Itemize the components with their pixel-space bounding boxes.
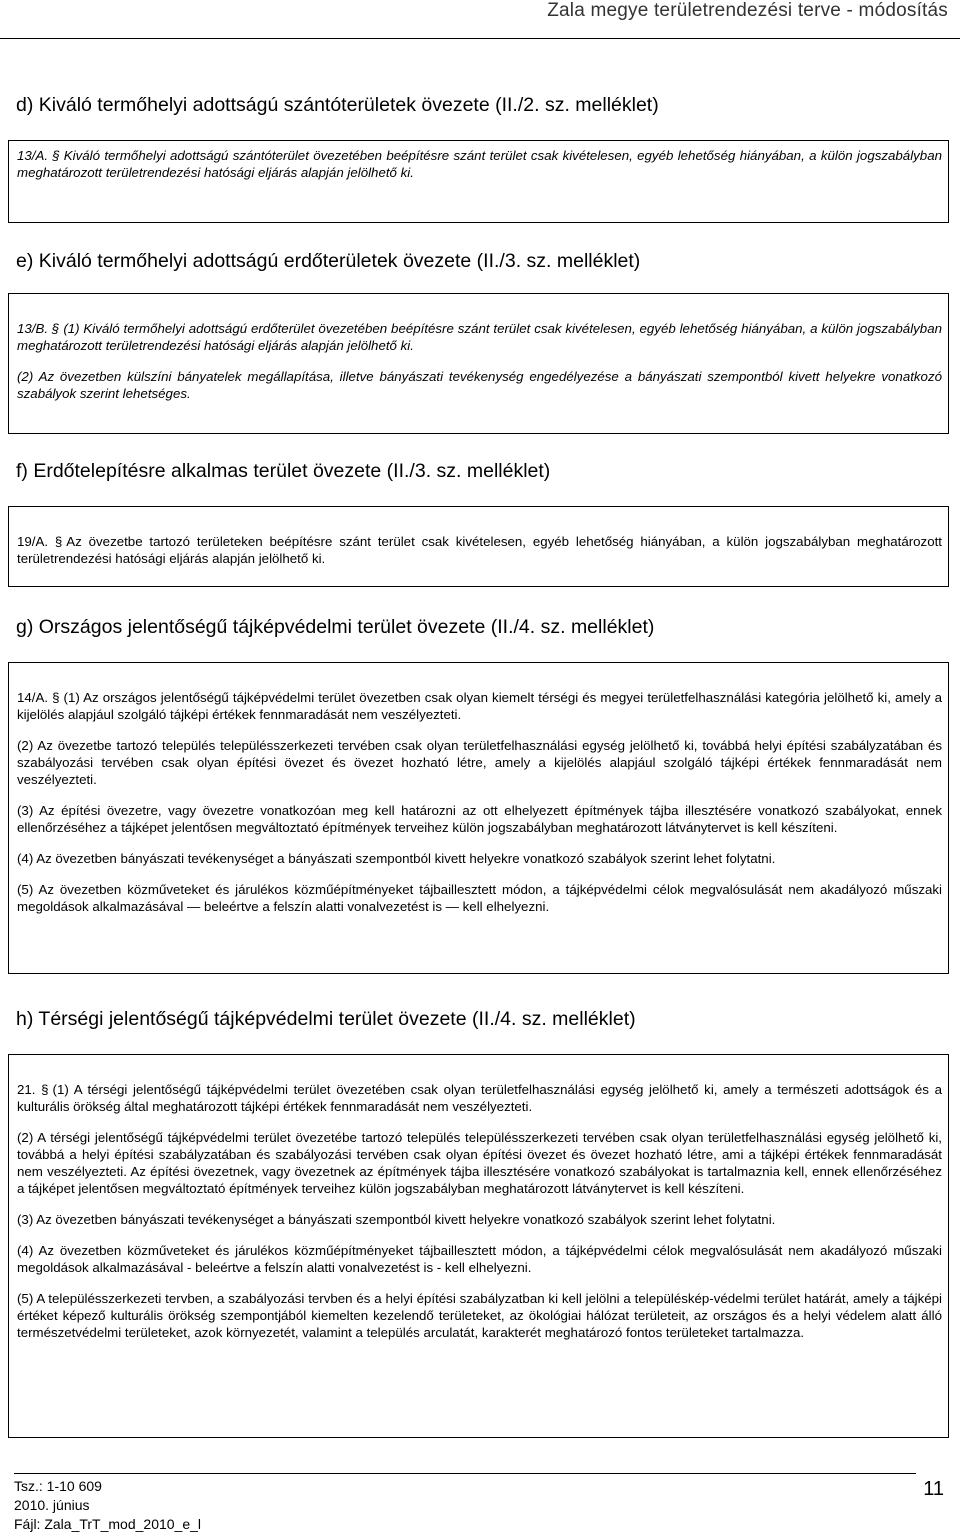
section-heading-e: e) Kiváló termőhelyi adottságú erdőterületek övezete (II./3. sz. melléklet): [16, 250, 641, 272]
paragraph-text: (1) Kiváló termőhelyi adottságú erdőterület övezetében beépítésre szánt terület csak kivételesen, egyéb lehetőség hiányában, a külön jogszabályban meghatározott területrendezési hatósági eljárás alapján jelölhető ki.: [17, 321, 942, 353]
paragraph-ref: 13/A. §: [17, 148, 60, 163]
footer-meta: [14, 1477, 201, 1534]
paragraph-text: (1) Az országos jelentőségű tájképvédelmi terület övezetben csak olyan kiemelt térségi és megyei területfelhasználási kategória jelölhető ki, amely a kijelölés alapjául szolgáló tájképi értékek fennmaradását nem veszélyezteti.: [17, 690, 942, 722]
paragraph: [17, 1081, 942, 1115]
section-heading-d: d) Kiváló termőhelyi adottságú szántóterületek övezete (II./2. sz. melléklet): [16, 94, 659, 116]
paragraph-text: (4) Az övezetben közműveteket és járulékos közműépítményeket tájbaillesztett módon, a tájképvédelmi célok megvalósulását nem akadályozó műszaki megoldások alkalmazásával - beleértve a felszín alatti vonalvezetést is - kell elhelyezni.: [17, 1243, 942, 1275]
paragraph: [17, 533, 942, 567]
footer-tsz: Tsz.: 1-10 609: [14, 1478, 102, 1494]
paragraph-text: (1) A térségi jelentőségű tájképvédelmi terület övezetében csak olyan területfelhasználási egység jelölhető ki, amely a természeti adottságok és a kulturális örökség által meghatározott tájképi értékek fennmaradását nem veszélyezteti.: [17, 1082, 942, 1114]
footer-date: 2010. június: [14, 1497, 90, 1513]
paragraph: [17, 881, 942, 915]
paragraph-ref: 19/A. §: [17, 534, 63, 549]
page-number: 11: [923, 1478, 944, 1500]
section-box-d: [8, 140, 949, 223]
paragraph-ref: 14/A. §: [17, 690, 60, 705]
paragraph: [17, 689, 942, 723]
paragraph: [17, 802, 942, 836]
footer-rule: [14, 1473, 916, 1474]
paragraph: [17, 1211, 942, 1228]
paragraph: [17, 320, 942, 354]
paragraph-text: (2) Az övezetbe tartozó település településszerkezeti tervében csak olyan területfelhasználási egység jelölhető ki, továbbá helyi építési szabályzatában és szabályozási tervében csak olyan építési övezet és övezet hozható létre, amely a kijelölés alapjául szolgáló tájképi értékek fennmaradását nem veszélyezteti.: [17, 738, 942, 787]
paragraph-text: (5) Az övezetben közműveteket és járulékos közműépítményeket tájbaillesztett módon, a tájképvédelmi célok megvalósulását nem akadályozó műszaki megoldások alkalmazásával — beleértve a felszín alatti vonalvezetést is — kell elhelyezni.: [17, 882, 942, 914]
paragraph: [17, 1242, 942, 1276]
paragraph-ref: 13/B. §: [17, 321, 60, 336]
section-box-g: [8, 662, 949, 974]
paragraph: [17, 1129, 942, 1197]
paragraph: [17, 737, 942, 788]
section-heading-f: f) Erdőtelepítésre alkalmas terület övezete (II./3. sz. melléklet): [16, 460, 551, 482]
section-heading-h: h) Térségi jelentőségű tájképvédelmi terület övezete (II./4. sz. melléklet): [16, 1008, 636, 1030]
paragraph-text: (2) A térségi jelentőségű tájképvédelmi terület övezetébe tartozó település településszerkezeti tervében csak olyan területfelhasználási egység jelölhető ki, továbbá a helyi építési szabályzatában és szabályozási tervében csak olyan építési övezet és övezet hozható létre, ami a tájképi értékek fennmaradását nem veszélyezteti. Az építési övezetnek, vagy övezetnek az építmények tájba illesztésére vonatkozó szabályokat is tartalmaznia kell, ennek ellenőrzéséhez a tájképet jelentősen megváltoztató építmények terveihez külön jogszabályban meghatározott látványtervet is kell készíteni.: [17, 1130, 942, 1196]
paragraph: [17, 147, 942, 181]
paragraph: [17, 850, 942, 867]
paragraph-ref: 21. §: [17, 1082, 49, 1097]
paragraph-text: Kiváló termőhelyi adottságú szántóterület övezetében beépítésre szánt terület csak kivételesen, egyéb lehetőség hiányában, a külön jogszabályban meghatározott területrendezési hatósági eljárás alapján jelölhető ki.: [17, 148, 942, 180]
footer-file: Fájl: Zala_TrT_mod_2010_e_l: [14, 1516, 202, 1532]
paragraph-text: (3) Az építési övezetre, vagy övezetre vonatkozóan meg kell határozni az ott elhelyezett építmények tájba illesztésére vonatkozó szabályokat, ennek ellenőrzéséhez a tájképet jelentősen megváltoztató építmények terveihez külön jogszabályban meghatározott látványtervet is kell készíteni.: [17, 803, 942, 835]
paragraph-text: (3) Az övezetben bányászati tevékenységet a bányászati szempontból kivett helyekre vonatkozó szabályok szerint lehet folytatni.: [17, 1212, 776, 1227]
paragraph: [17, 1290, 942, 1341]
running-header: Zala megye területrendezési terve - módosítás: [547, 0, 948, 21]
section-heading-g: g) Országos jelentőségű tájképvédelmi terület övezete (II./4. sz. melléklet): [16, 616, 655, 638]
section-box-e: [8, 293, 949, 434]
paragraph-text: (4) Az övezetben bányászati tevékenységet a bányászati szempontból kivett helyekre vonatkozó szabályok szerint lehet folytatni.: [17, 851, 776, 866]
paragraph-text: (2) Az övezetben külszíni bányatelek megállapítása, illetve bányászati tevékenység engedélyezése a bányászati szempontból kivett helyekre vonatkozó szabályok szerint lehetséges.: [17, 369, 942, 401]
paragraph-text: Az övezetbe tartozó területeken beépítésre szánt terület csak kivételesen, egyéb lehetőség hiányában, a külön jogszabályban meghatározott területrendezési hatósági eljárás alapján jelölhető ki.: [17, 534, 942, 566]
section-box-h: [8, 1054, 949, 1438]
paragraph-text: (5) A településszerkezeti tervben, a szabályozási tervben és a helyi építési szabályzatban ki kell jelölni a településkép-védelmi terület határát, amely a tájképi értéket képező kulturális örökség szempontjából kiemelten kezelendő területeket, az ökológiai hálózat területeit, az országos és a helyi védelem alatt álló természetvédelmi területeket, azok környezetét, valamint a település arculatát, karakterét meghatározó fontos területeket tartalmazza.: [17, 1291, 942, 1340]
paragraph: [17, 368, 942, 402]
section-box-f: [8, 506, 949, 587]
header-rule: [0, 38, 960, 39]
